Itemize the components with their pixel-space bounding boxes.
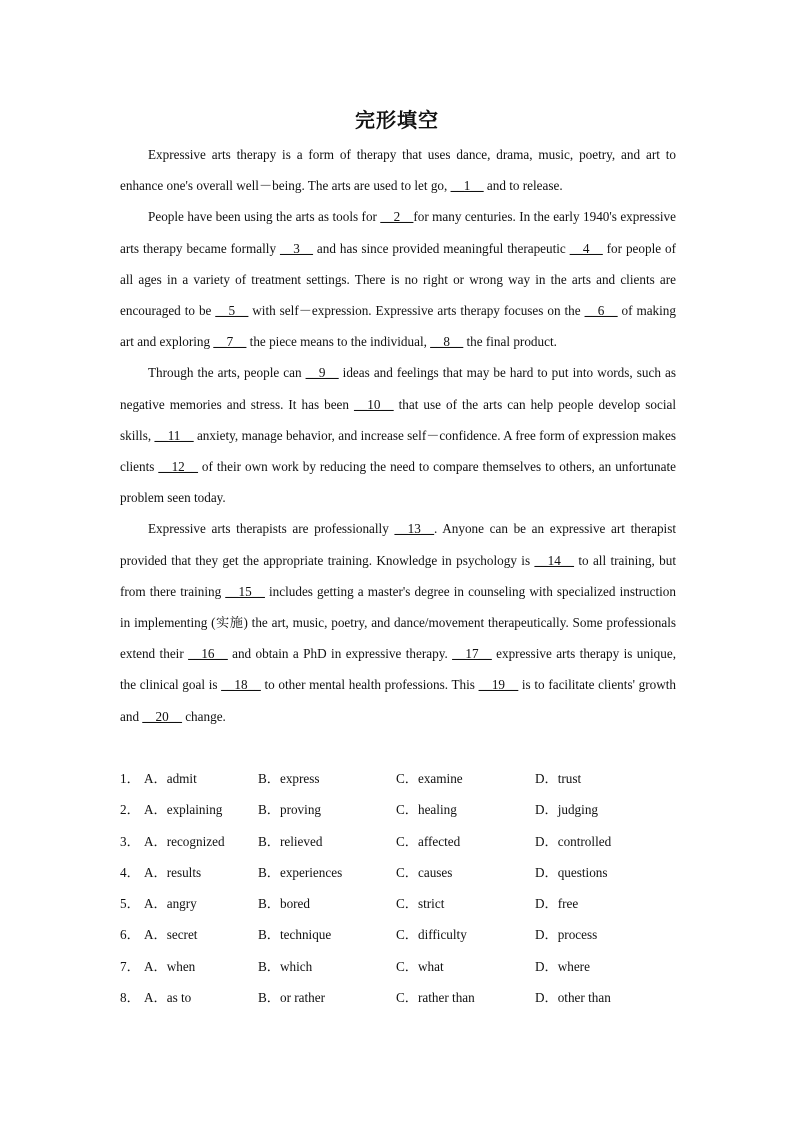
passage-text: change. <box>181 708 226 724</box>
option-a: A．as to <box>144 990 192 1006</box>
question-number: 5． <box>120 896 140 912</box>
passage-text: and to release. <box>483 178 563 194</box>
passage-text: includes getting a master's degree in counseling with specialized instruction in implementing (实施) the art, music, poetry, and dance/movement therapeutically. Some professionals extend their <box>120 583 676 662</box>
page-title: 完形填空 <box>355 110 439 132</box>
passage-text: expressive arts therapy is unique, the clinical goal is <box>120 646 676 693</box>
paragraph-2 <box>120 201 676 357</box>
passage-text: Expressive arts therapy is a form of therapy that uses dance, drama, music, poetry, and art to enhance one's overall well－being. The arts are used to let go, <box>120 147 676 194</box>
paragraph-1 <box>120 139 676 201</box>
answer-blank: __4__ <box>569 240 603 256</box>
answer-blank: __8__ <box>430 334 464 350</box>
answer-blank: __5__ <box>215 303 249 319</box>
option-row-7 <box>120 951 680 982</box>
passage-text: . Anyone can be an expressive art therapist provided that they get the appropriate training. Knowledge in psychology is <box>120 521 676 568</box>
question-number: 7． <box>120 958 140 974</box>
passage-text: to other mental health professions. This <box>260 677 479 693</box>
option-c: C．causes <box>396 864 453 880</box>
option-b: B．or rather <box>258 990 326 1006</box>
passage-text: and obtain a PhD in expressive therapy. <box>227 646 453 662</box>
option-b: B．bored <box>258 896 311 912</box>
answer-blank: __3__ <box>280 240 313 256</box>
question-number: 2． <box>120 802 140 818</box>
answer-blank: __7__ <box>213 334 247 350</box>
option-d: D．questions <box>535 864 608 880</box>
option-row-2 <box>120 794 680 825</box>
option-row-6 <box>120 919 680 950</box>
answer-blank: __11__ <box>154 427 194 443</box>
question-number: 3． <box>120 833 140 849</box>
question-number: 1． <box>120 771 140 786</box>
option-d: D．judging <box>535 802 599 818</box>
option-b: B．proving <box>258 802 322 818</box>
option-d: D．trust <box>535 771 582 786</box>
option-row-4 <box>120 857 680 888</box>
answer-blank: __13__ <box>394 521 435 537</box>
paragraph-4 <box>120 513 676 731</box>
answer-blank: __14__ <box>534 552 574 568</box>
option-a: A．admit <box>144 771 197 786</box>
option-a: A．recognized <box>144 833 225 849</box>
paragraph-3 <box>120 357 676 513</box>
option-c: C．rather than <box>396 990 475 1006</box>
passage-text: and has since provided meaningful therapeutic <box>312 240 570 256</box>
option-a: A．explaining <box>144 802 223 818</box>
answer-blank: __19__ <box>478 677 519 693</box>
passage-text: of their own work by reducing the need to compare themselves to others, an unfortunate problem seen today. <box>120 459 676 506</box>
option-b: B．relieved <box>258 833 323 849</box>
option-a: A．secret <box>144 927 198 943</box>
option-b: B．express <box>258 771 320 786</box>
passage-text: anxiety, manage behavior, and increase self－confidence. A free form of expression makes clients <box>120 427 676 475</box>
question-number: 4． <box>120 864 140 880</box>
option-c: C．affected <box>396 833 461 849</box>
answer-blank: __16__ <box>188 646 228 662</box>
passage-text: of making art and exploring <box>120 303 676 350</box>
answer-blank: __6__ <box>584 303 618 319</box>
passage-text: People have been using the arts as tools for <box>148 209 381 225</box>
option-b: B．technique <box>258 927 332 943</box>
answer-blank: __2__ <box>380 209 414 225</box>
option-d: D．other than <box>535 990 611 1006</box>
option-d: D．where <box>535 958 590 974</box>
question-number: 6． <box>120 927 140 943</box>
option-a: A．when <box>144 958 196 974</box>
passage-text: ideas and feelings that may be hard to put into words, such as negative memories and stress. It has been <box>120 365 676 412</box>
option-b: B．experiences <box>258 864 343 880</box>
answer-blank: __18__ <box>221 677 261 693</box>
passage-text: the piece means to the individual, <box>246 334 431 350</box>
passage-text: to all training, but from there training <box>120 552 677 599</box>
option-c: C．strict <box>396 896 445 912</box>
option-row-3 <box>120 826 680 857</box>
option-c: C．difficulty <box>396 927 467 943</box>
option-d: D．controlled <box>535 833 612 849</box>
passage-text: for many centuries. In the early 1940's expressive arts therapy became formally <box>120 209 676 256</box>
passage-text: is to facilitate clients' growth and <box>120 677 676 724</box>
option-b: B．which <box>258 958 313 974</box>
option-c: C．healing <box>396 802 457 818</box>
option-c: C．examine <box>396 771 463 786</box>
option-a: A．angry <box>144 896 197 912</box>
option-a: A．results <box>144 864 202 880</box>
answer-blank: __17__ <box>452 646 492 662</box>
answer-blank: __12__ <box>158 459 198 475</box>
passage-text: Through the arts, people can <box>148 365 306 381</box>
answer-blank: __9__ <box>305 365 339 381</box>
cloze-passage <box>120 139 676 732</box>
answer-blank: __20__ <box>142 708 182 724</box>
option-d: D．process <box>535 927 598 943</box>
option-c: C．what <box>396 958 444 974</box>
passage-text: for people of all ages in a variety of treatment settings. There is no right or wrong way in the arts and clients are encouraged to be <box>120 240 677 319</box>
question-number: 8． <box>120 990 140 1006</box>
option-row-5 <box>120 888 680 919</box>
answer-blank: __1__ <box>450 178 484 194</box>
passage-text: that use of the arts can help people develop social skills, <box>120 396 677 443</box>
options-list <box>120 763 680 1013</box>
passage-text: with self－expression. Expressive arts therapy focuses on the <box>248 303 585 319</box>
passage-text: the final product. <box>463 334 557 350</box>
option-row-1 <box>120 763 680 794</box>
option-d: D．free <box>535 896 579 912</box>
option-row-8 <box>120 982 680 1013</box>
passage-text: Expressive arts therapists are professionally <box>148 521 395 537</box>
answer-blank: __10__ <box>354 396 394 412</box>
answer-blank: __15__ <box>225 583 265 599</box>
